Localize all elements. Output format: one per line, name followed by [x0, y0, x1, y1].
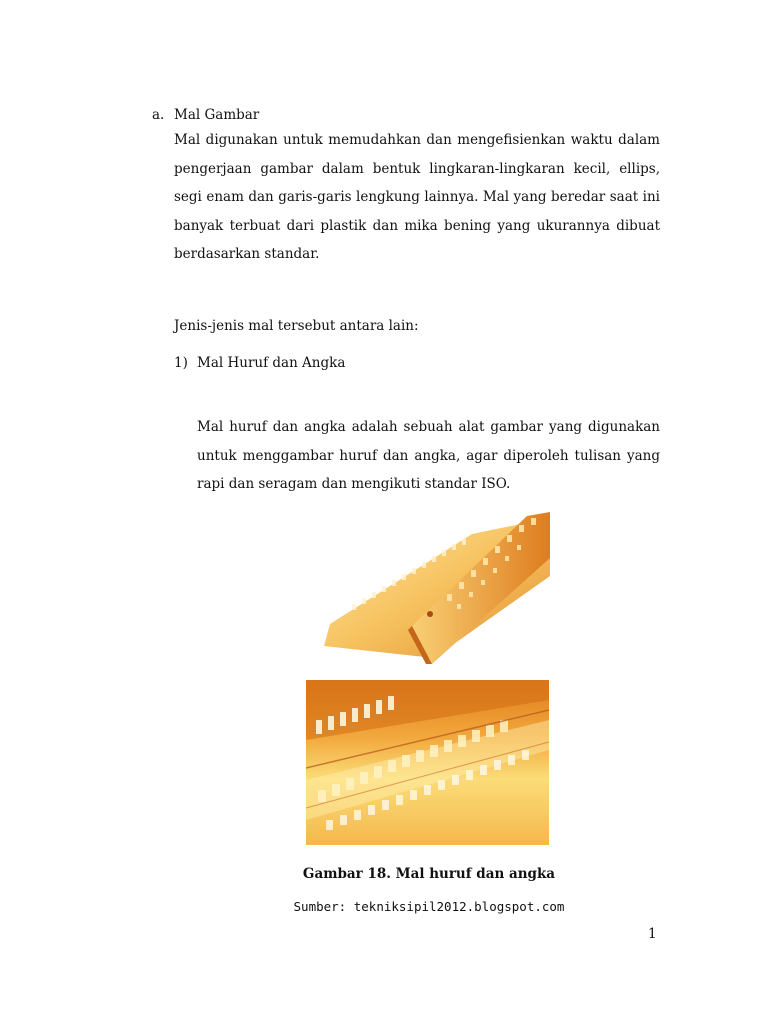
figure-source — [0, 893, 768, 921]
list-item-title: Mal Huruf dan Angka — [197, 355, 346, 371]
section-letter: a. — [152, 107, 165, 123]
figure-caption — [0, 860, 768, 888]
list-item-paragraph: Mal huruf dan angka adalah sebuah alat gambar yang digunakan untuk menggambar huruf dan angka, agar diperoleh tulisan yang rapi dan seragam dan mengikuti standar ISO. — [197, 419, 660, 492]
page-number: 1 — [648, 926, 657, 942]
figure-caption-text: Gambar 18. Mal huruf dan angka — [302, 866, 556, 882]
figure-source-text: Sumber: tekniksipil2012.blogspot.com — [293, 899, 565, 914]
list-item-number: 1) — [174, 355, 188, 371]
stencil-photo-bottom — [306, 680, 549, 845]
stencil-photo-top — [322, 506, 550, 664]
section-title: Mal Gambar — [174, 107, 260, 123]
types-intro: Jenis-jenis mal tersebut antara lain: — [174, 318, 419, 334]
section-paragraph: Mal digunakan untuk memudahkan dan mengefisienkan waktu dalam pengerjaan gambar dalam bentuk lingkaran-lingkaran kecil, ellips, segi enam dan garis-garis lengkung lainnya. Mal yang beredar saat ini banyak terbuat dari plastik dan mika bening yang ukurannya dibuat berdasarkan standar. — [174, 132, 660, 262]
